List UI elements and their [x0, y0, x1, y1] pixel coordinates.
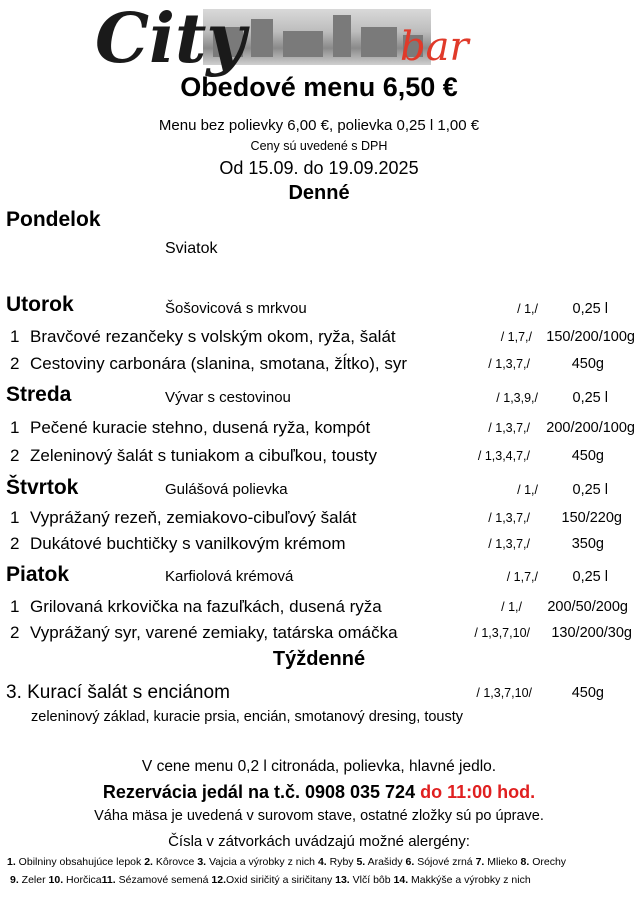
wednesday-soup-qty: 0,25 l [572, 390, 608, 406]
thursday-soup: Gulášová polievka [165, 481, 288, 498]
dish-number: 2 [10, 623, 20, 642]
pricing-line: Menu bez polievky 6,00 €, polievka 0,25 l 1,00 € [158, 117, 480, 134]
wednesday-dish-1-qty: 200/200/100g [546, 420, 635, 436]
thursday-soup-allergens: / 1,/ [517, 483, 538, 497]
thursday-dish-2-qty: 350g [571, 536, 604, 552]
logo-brand-text: City [95, 0, 246, 79]
reservation-line [0, 782, 638, 803]
thursday-soup-qty: 0,25 l [572, 482, 608, 498]
reservation-phone: Rezervácia jedál na t.č. 0908 035 724 [102, 782, 416, 802]
friday-dish-2-allergens: / 1,3,7,10/ [474, 626, 530, 640]
weight-note: Váha mäsa je uvedená v surovom stave, ostatné zložky sú po úprave. [94, 808, 544, 824]
menu-included-note: V cene menu 0,2 l citronáda, polievka, hlavné jedlo. [141, 758, 497, 775]
reservation-deadline: do 11:00 hod. [420, 782, 536, 802]
day-friday: Piatok [6, 563, 70, 586]
thursday-dish-2-allergens: / 1,3,7,/ [488, 537, 530, 551]
wednesday-dish-1-allergens: / 1,3,7,/ [488, 421, 530, 435]
tuesday-dish-2-allergens: / 1,3,7,/ [488, 357, 530, 371]
dish-number: 2 [10, 446, 20, 465]
allergen-note: Čísla v zátvorkách uvádzajú možné alergény: [168, 833, 470, 850]
friday-dish-1-qty: 200/50/200g [547, 599, 628, 615]
tuesday-dish-2-qty: 450g [571, 356, 604, 372]
thursday-dish-1-qty: 150/220g [561, 510, 622, 526]
dish-number: 2 [10, 354, 20, 373]
tuesday-soup: Šošovicová s mrkvou [165, 300, 307, 317]
weekly-dish-description: zeleninový základ, kuracie prsia, encián, smotanový dresing, tousty [31, 709, 463, 725]
friday-dish-1: Grilovaná krkovička na fazuľkách, dusená ryža [30, 597, 382, 616]
weekly-dish-qty: 450g [571, 685, 604, 701]
section-daily-heading: Denné [288, 182, 350, 204]
tuesday-dish-1-qty: 150/200/100g [546, 329, 635, 345]
tuesday-dish-2: Cestoviny carbonára (slanina, smotana, žĺtko), syr [30, 354, 407, 373]
tuesday-soup-allergens: / 1,/ [517, 302, 538, 316]
thursday-dish-1: Vyprážaný rezeň, zemiakovo-cibuľový šalát [30, 508, 357, 527]
dish-number: 1 [10, 418, 20, 437]
logo-suffix-text: bar [400, 24, 469, 70]
allergen-list-line-2: 9. Zeler 10. Horčica11. Sézamové semená 12.Oxid siričitý a siričitany 13. Vlčí bôb 14. Makkýše a výrobky z nich [10, 874, 531, 886]
weekly-dish-title: 3. Kurací šalát s enciánom [6, 682, 230, 703]
thursday-dish-2: Dukátové buchtičky s vanilkovým krémom [30, 534, 346, 553]
vat-note: Ceny sú uvedené s DPH [250, 139, 388, 153]
city-bar-logo [95, 0, 560, 79]
friday-soup-allergens: / 1,7,/ [506, 570, 538, 584]
wednesday-dish-1: Pečené kuracie stehno, dusená ryža, kompót [30, 418, 371, 437]
allergen-list-line-1: 1. Obilniny obsahujúce lepok 2. Kôrovce 3. Vajcia a výrobky z nich 4. Ryby 5. Arašidy 6. Sójové zrná 7. Mlieko 8. Orechy [7, 856, 567, 868]
wednesday-dish-2-allergens: / 1,3,4,7,/ [477, 449, 530, 463]
day-tuesday: Utorok [6, 293, 74, 316]
friday-dish-1-allergens: / 1,/ [501, 600, 522, 614]
friday-soup-qty: 0,25 l [572, 569, 608, 585]
friday-dish-2-qty: 130/200/30g [551, 625, 632, 641]
monday-note: Sviatok [165, 240, 218, 257]
date-range: Od 15.09. do 19.09.2025 [219, 158, 419, 178]
tuesday-dish-1-allergens: / 1,7,/ [500, 330, 532, 344]
friday-soup: Karfiolová krémová [165, 568, 294, 585]
day-wednesday: Streda [6, 383, 72, 406]
day-thursday: Štvrtok [6, 476, 79, 499]
wednesday-dish-2-qty: 450g [571, 448, 604, 464]
dish-number: 2 [10, 534, 20, 553]
day-monday: Pondelok [6, 208, 101, 231]
dish-number: 1 [10, 597, 20, 616]
tuesday-dish-1: Bravčové rezančeky s volským okom, ryža, šalát [30, 327, 396, 346]
menu-title: Obedové menu 6,50 € [180, 72, 458, 102]
weekly-dish-allergens: / 1,3,7,10/ [476, 686, 532, 700]
wednesday-soup-allergens: / 1,3,9,/ [496, 391, 538, 405]
dish-number: 1 [10, 508, 20, 527]
dish-number: 1 [10, 327, 20, 346]
tuesday-soup-qty: 0,25 l [572, 301, 608, 317]
thursday-dish-1-allergens: / 1,3,7,/ [488, 511, 530, 525]
wednesday-dish-2: Zeleninový šalát s tuniakom a cibuľkou, tousty [30, 446, 378, 465]
wednesday-soup: Vývar s cestovinou [165, 389, 291, 406]
friday-dish-2: Vyprážaný syr, varené zemiaky, tatárska omáčka [30, 623, 398, 642]
section-weekly-heading: Týždenné [272, 648, 366, 670]
